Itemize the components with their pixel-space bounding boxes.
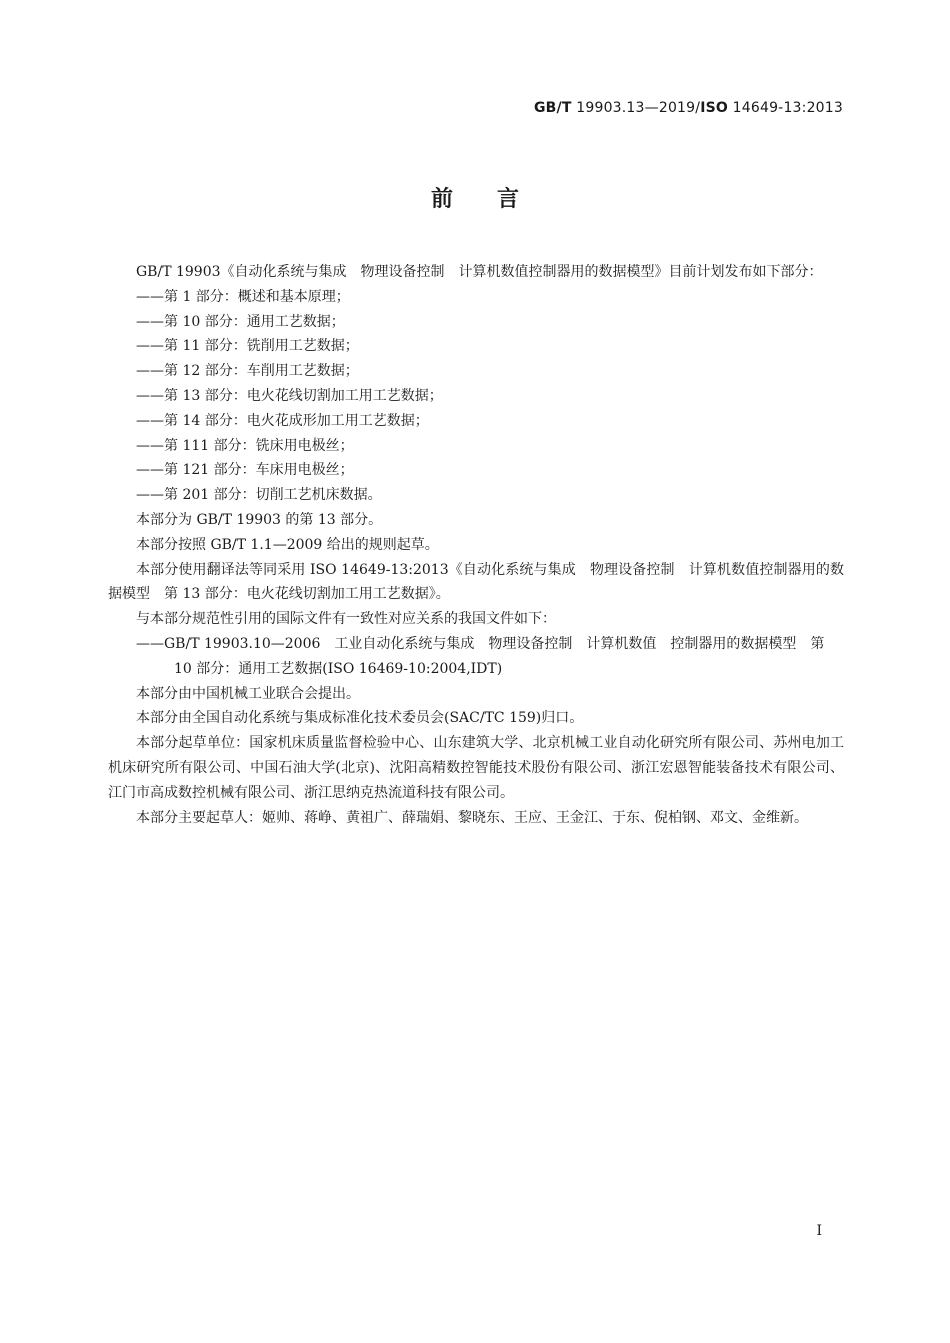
- proposer-paragraph: 本部分由中国机械工业联合会提出。: [136, 685, 360, 702]
- part-list-item: ——第 14 部分：电火花成形加工用工艺数据；: [136, 412, 429, 429]
- foreword-body: [108, 260, 844, 830]
- drafters-paragraph: 本部分主要起草人：姬帅、蒋峥、黄祖广、薛瑞娟、黎晓东、王应、王金江、于东、倪柏钢、邓文、金维新。: [136, 809, 808, 826]
- page-number: I: [816, 1223, 822, 1239]
- reference-intro-paragraph: 与本部分规范性引用的国际文件有一致性对应关系的我国文件如下：: [136, 611, 556, 628]
- part-statement-paragraph: 本部分为 GB/T 19903 的第 13 部分。: [136, 511, 383, 528]
- drafting-rules-paragraph: 本部分按照 GB/T 1.1—2009 给出的规则起草。: [136, 536, 439, 553]
- committee-paragraph: 本部分由全国自动化系统与集成标准化技术委员会(SAC/TC 159)归口。: [136, 710, 584, 727]
- part-list-item: ——第 12 部分：车削用工艺数据；: [136, 363, 359, 380]
- drafting-units-paragraph: 本部分起草单位：国家机床质量监督检验中心、山东建筑大学、北京机械工业自动化研究所有限公司、苏州电加工机床研究所有限公司、中国石油大学(北京)、沈阳高精数控智能技术股份有限公司、浙江宏恩智能装备技术有限公司、江门市高成数控机械有限公司、浙江思纳克热流道科技有限公司。: [108, 735, 844, 801]
- adoption-paragraph: 本部分使用翻译法等同采用 ISO 14649-13:2013《自动化系统与集成 物理设备控制 计算机数值控制器用的数据模型 第 13 部分：电火花线切割加工用工艺数据》。: [108, 561, 844, 603]
- part-list-item: ——第 121 部分：车床用电极丝；: [136, 462, 354, 479]
- part-list-item: ——第 11 部分：铣削用工艺数据；: [136, 338, 359, 355]
- part-list-item: ——第 10 部分：通用工艺数据；: [136, 313, 345, 330]
- header-iso-number: 14649-13:2013: [728, 100, 843, 116]
- header-gb-number: 19903.13—2019/: [571, 100, 701, 116]
- page-title: 前言: [430, 187, 563, 212]
- header-gb-prefix: GB/T: [533, 100, 572, 116]
- part-list-item: ——第 111 部分：铣床用电极丝；: [136, 437, 354, 454]
- part-list-item: ——第 1 部分：概述和基本原理；: [136, 288, 350, 305]
- intro-paragraph: GB/T 19903《自动化系统与集成 物理设备控制 计算机数值控制器用的数据模型》目前计划发布如下部分：: [136, 264, 823, 280]
- header-iso-prefix: ISO: [700, 100, 728, 116]
- standard-number-header: [534, 100, 843, 116]
- part-list-item: ——第 13 部分：电火花线切割加工用工艺数据；: [136, 387, 443, 404]
- part-list-item: ——第 201 部分：切削工艺机床数据。: [136, 487, 382, 504]
- reference-list-item: ——GB/T 19903.10—2006 工业自动化系统与集成 物理设备控制 计算机数值 控制器用的数据模型 第 10 部分：通用工艺数据(ISO 16469-10:2004,IDT): [136, 635, 825, 677]
